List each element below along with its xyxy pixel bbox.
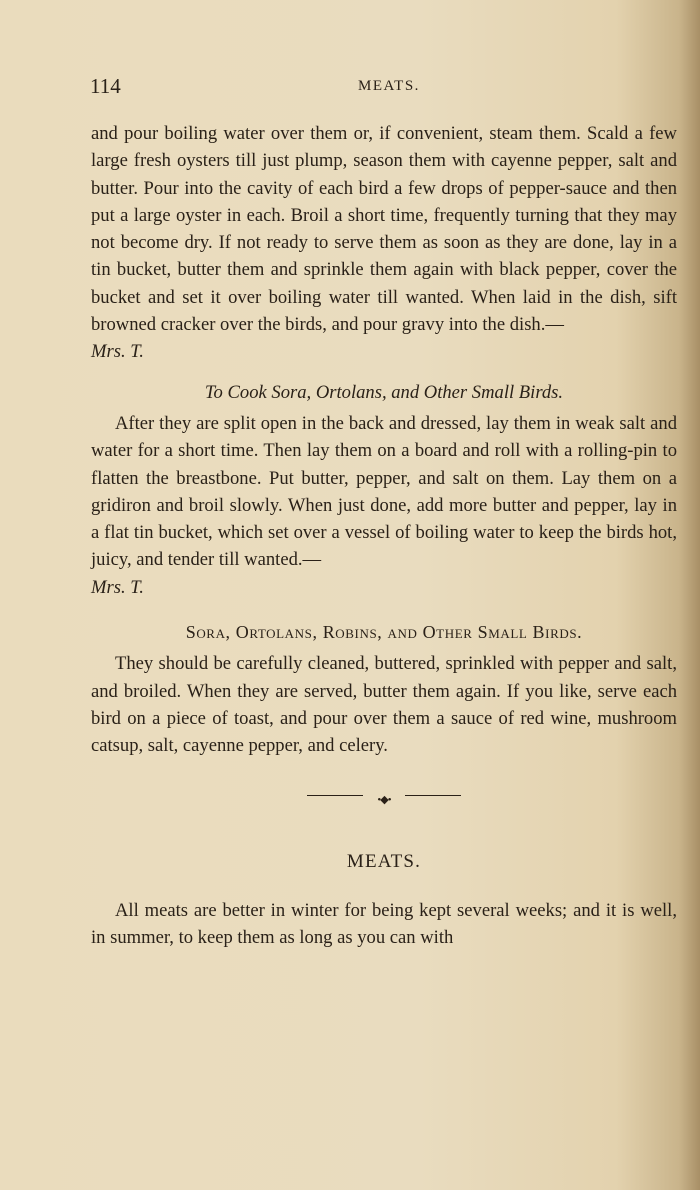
divider-ornament: •◆• [377,793,391,806]
recipe-attribution-sora: Mrs. T. [91,576,144,598]
divider-line-right [405,795,461,796]
recipe-body-sora-text: After they are split open in the back and dressed, lay them in weak salt and water for a short time. Then lay them on a board and roll with a rolling-pin to flatten the breastbone. Put butter, pepper, and salt on them. Lay them on a gridiron and broil slowly. When just done, add more butter and pepper, lay in a flat tin bucket, which set over a vessel of boiling water to keep the birds hot, juicy, and tender till wanted.— [91,412,677,571]
recipe-continuation [91,120,677,338]
section-title-meats: MEATS. [346,850,422,872]
divider-line-left [307,795,363,796]
section-divider [307,790,461,806]
recipe-continuation-text: and pour boiling water over them or, if convenient, steam them. Scald a few large fresh oysters till just plump, season them with cayenne pepper, salt and butter. Pour into the cavity of each bird a few drops of pepper-sauce and then put a large oyster in each. Broil a short time, frequently turning that they may not become dry. If not ready to serve them as soon as they are done, lay in a tin bucket, butter them and sprinkle them again with black pepper, cover the bucket and set it over boiling water till wanted. When laid in the dish, sift browned cracker over the birds, and pour gravy into the dish.— [91,123,677,336]
running-head: MEATS. [358,78,420,94]
recipe-heading-sora: To Cook Sora, Ortolans, and Other Small Birds. [204,381,564,403]
section-body-meats: All meats are better in winter for being kept several weeks; and it is well, in summer, to keep them as long as you can with [91,899,677,949]
recipe-attribution: Mrs. T. [91,341,144,363]
recipe-body-sora [91,410,677,574]
page-number: 114 [90,74,121,98]
recipe-body-robins: They should be carefully cleaned, buttered, sprinkled with pepper and salt, and broiled. When they are served, butter them again. If you like, serve each bird on a piece of toast, and pour over them a sauce of red wine, mushroom catsup, salt, cayenne pepper, and celery. [91,653,677,757]
page-body [91,120,677,951]
page-header [90,74,680,104]
recipe-heading-robins: Sora, Ortolans, Robins, and Other Small Birds. [185,622,583,643]
